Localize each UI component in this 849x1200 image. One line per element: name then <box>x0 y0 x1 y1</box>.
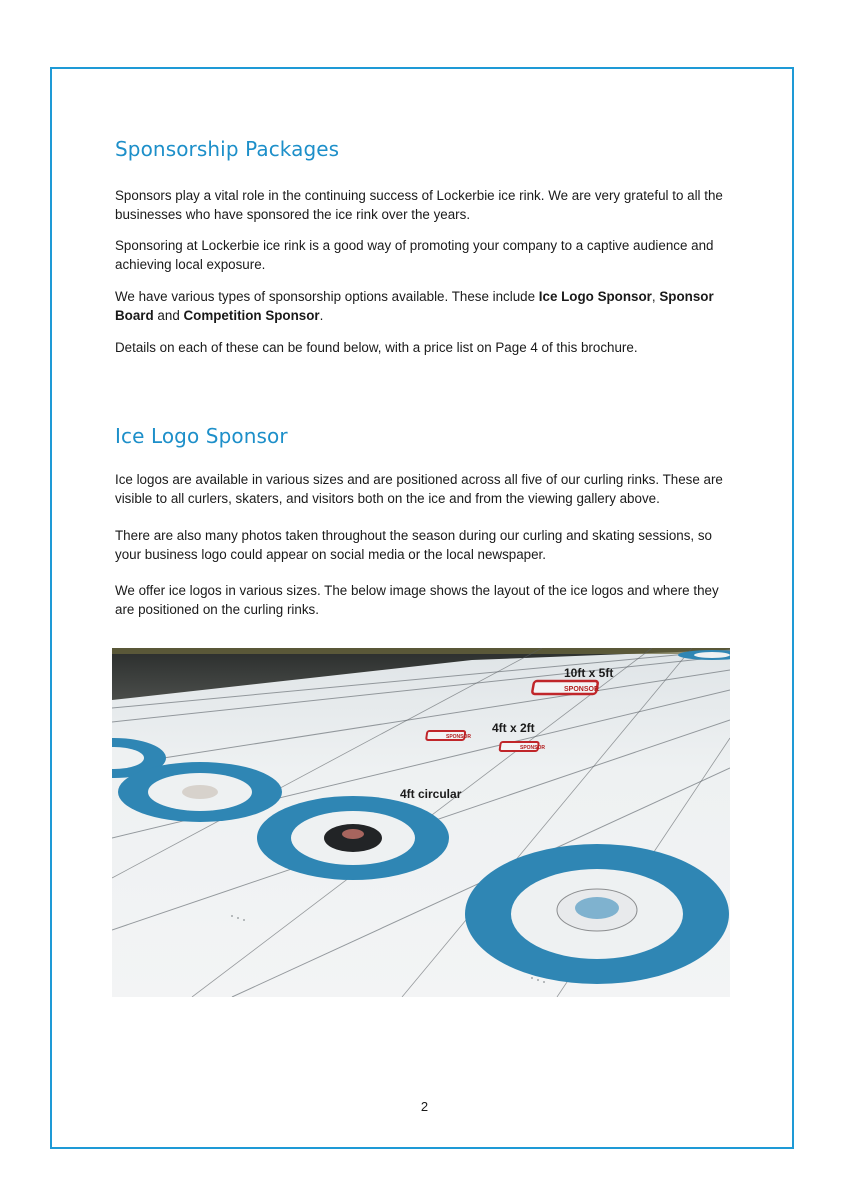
options-separator: , <box>651 289 660 304</box>
house-second <box>118 762 282 822</box>
section-title-sponsorship-packages: Sponsorship Packages <box>115 137 340 161</box>
house-with-4ft-circular-logo <box>257 796 449 880</box>
paragraph-photos-exposure: There are also many photos taken throughout the season during our curling and skating sessions, so your business logo could appear on social media or the local newspaper. <box>115 528 712 562</box>
logo-large-text: SPONSOR <box>564 686 600 693</box>
option-sponsor-board: Sponsor Board <box>115 289 714 323</box>
logo-medium-text-2: SPONSOR <box>520 745 546 751</box>
curling-rink-photo <box>112 648 730 997</box>
label-10ft-x-5ft: 10ft x 5ft <box>564 666 614 680</box>
paragraph-sponsorship-options <box>115 287 735 325</box>
house-foreground <box>465 844 729 984</box>
label-4ft-circular: 4ft circular <box>400 787 462 801</box>
logo-4ft-x-2ft-second <box>500 742 546 751</box>
logo-10ft-x-5ft <box>532 681 599 694</box>
page-number: 2 <box>420 1099 429 1114</box>
paragraph-sponsoring-benefit: Sponsoring at Lockerbie ice rink is a good way of promoting your company to a captive audience and achieving local exposure. <box>115 238 714 272</box>
label-4ft-x-2ft: 4ft x 2ft <box>492 721 535 735</box>
logo-medium-text: SPONSOR <box>446 734 472 740</box>
paragraph-ice-logo-sizes: We offer ice logos in various sizes. The below image shows the layout of the ice logos and where they are positioned on the curling rinks. <box>115 583 719 617</box>
option-competition-sponsor: Competition Sponsor <box>183 308 320 323</box>
section-title-ice-logo-sponsor: Ice Logo Sponsor <box>115 424 288 448</box>
options-separator-and: and <box>153 308 184 323</box>
options-intro-text: We have various types of sponsorship options available. These include <box>115 289 539 304</box>
paragraph-ice-logo-availability: Ice logos are available in various sizes and are positioned across all five of our curling rinks. These are visible to all curlers, skaters, and visitors both on the ice and from the viewing gallery above. <box>115 472 723 506</box>
paragraph-details-price-list: Details on each of these can be found below, with a price list on Page 4 of this brochure. <box>115 340 638 355</box>
paragraph-sponsors-role: Sponsors play a vital role in the continuing success of Lockerbie ice rink. We are very grateful to all the businesses who have sponsored the ice rink over the years. <box>115 188 723 222</box>
option-ice-logo-sponsor: Ice Logo Sponsor <box>538 289 652 304</box>
options-period: . <box>319 308 324 323</box>
logo-4ft-x-2ft-first <box>426 731 471 740</box>
